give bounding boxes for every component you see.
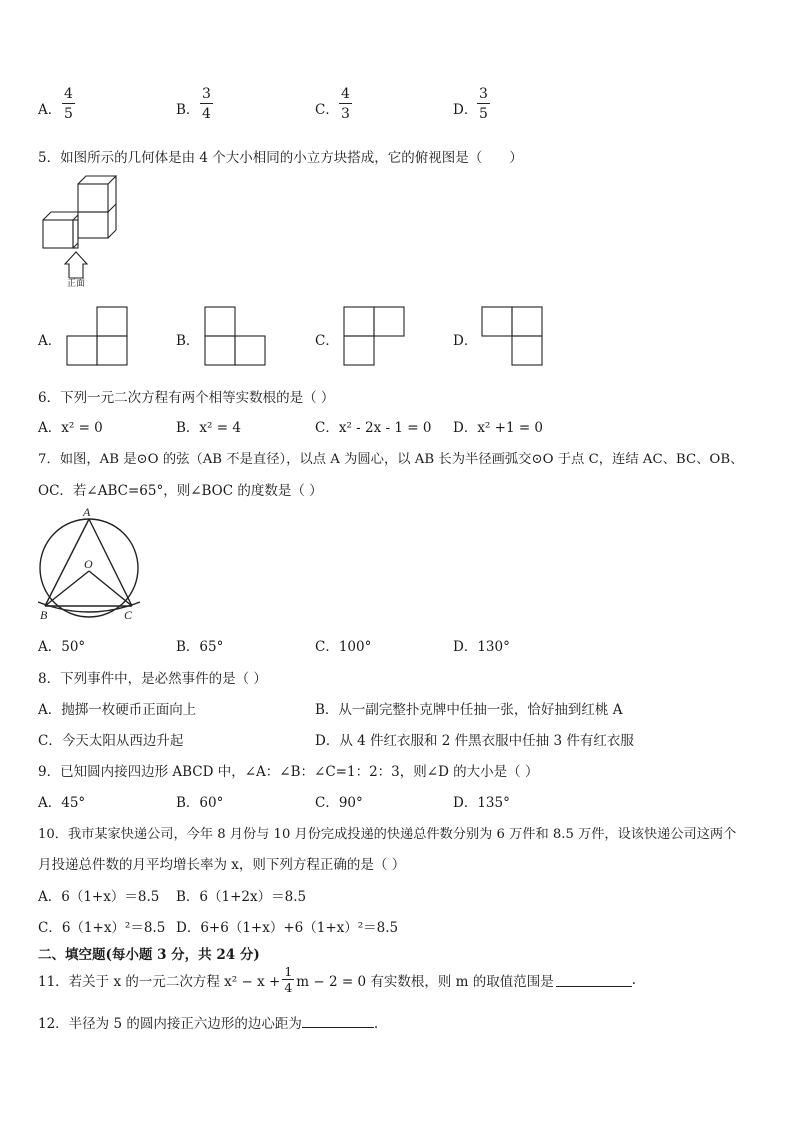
q4-option-c-label: C． [315, 102, 339, 118]
q5-option-b-label: B． [176, 333, 200, 349]
q10-option-b: B．6（1+2x）＝8.5 [176, 889, 307, 905]
q9-option-d: D．135° [453, 795, 510, 811]
section-title: 二、填空题(每小题 3 分，共 24 分) [38, 947, 260, 963]
q6-option-c: C．x² - 2x - 1 = 0 [315, 420, 432, 436]
q4-option-b-label: B． [176, 102, 200, 118]
q7-option-b: B．65° [176, 639, 224, 655]
q12-answer-blank[interactable] [302, 1015, 374, 1028]
q11-post: m − 2 = 0 有实数根，则 m 的取值范围是 [296, 974, 554, 990]
q5-front-label: 正面 [67, 279, 86, 289]
q4-option-d-num: 3 [479, 86, 488, 102]
q7-option-c: C．100° [315, 639, 372, 655]
q5-cube-figure [38, 172, 118, 292]
q11-line [38, 960, 636, 1000]
q7-option-a: A．50° [38, 639, 86, 655]
q11-fraction [282, 963, 294, 995]
q4-option-c-den: 3 [341, 106, 350, 122]
q4-option-a-label: A． [38, 102, 62, 118]
q7-label-b: B [40, 608, 48, 622]
q5-option-a-figure [66, 306, 128, 366]
q8-option-c: C．今天太阳从西边升起 [38, 733, 184, 749]
q4-option-b-fraction [200, 87, 213, 121]
q4-option-d-label: D． [453, 102, 478, 118]
q10-option-d: D．6+6（1+x）+6（1+x）²＝8.5 [176, 920, 399, 936]
q11-pre: 11．若关于 x 的一元二次方程 x² − x + [38, 974, 281, 990]
q12-pre: 12．半径为 5 的圆内接正六边形的边心距为 [38, 1016, 302, 1032]
q9-option-c: C．90° [315, 795, 363, 811]
q10-option-a: A．6（1+x）＝8.5 [38, 889, 160, 905]
q4-option-a-num: 4 [64, 86, 73, 102]
q5-option-c-label: C． [315, 333, 339, 349]
q5-option-b-figure [204, 306, 266, 366]
q7-stem-line2: OC．若∠ABC=65°，则∠BOC 的度数是（ ） [38, 483, 323, 499]
q5-option-c-figure [343, 306, 405, 366]
q4-option-c-num: 4 [341, 86, 350, 102]
q10-option-c: C．6（1+x）²＝8.5 [38, 920, 166, 936]
q11-frac-num: 1 [284, 963, 293, 979]
q5-option-d-figure [481, 306, 543, 366]
q6-stem: 6．下列一元二次方程有两个相等实数根的是（ ） [38, 390, 335, 406]
q10-stem-line2: 月投递总件数的月平均增长率为 x，则下列方程正确的是（ ） [38, 857, 406, 873]
q4-option-d-fraction [477, 87, 490, 121]
q11-answer-blank[interactable] [556, 974, 632, 987]
q8-option-d: D．从 4 件红衣服和 2 件黑衣服中任抽 3 件有红衣服 [315, 733, 634, 749]
q6-option-a: A．x² = 0 [38, 420, 103, 436]
q11-frac-den: 4 [284, 980, 293, 995]
q4-option-a-den: 5 [64, 106, 73, 122]
q7-label-o: O [84, 557, 93, 571]
q9-option-a: A．45° [38, 795, 86, 811]
q5-option-d-label: D． [453, 333, 478, 349]
q8-stem: 8．下列事件中，是必然事件的是（ ） [38, 671, 267, 687]
q6-option-b: B．x² = 4 [176, 420, 241, 436]
q7-label-c: C [124, 608, 133, 622]
q8-option-b: B．从一副完整扑克牌中任抽一张，恰好抽到红桃 A [315, 702, 623, 718]
q4-option-b-num: 3 [202, 86, 211, 102]
q11-end: . [631, 972, 637, 988]
q4-option-c-fraction [339, 87, 352, 121]
q12-end: . [373, 1016, 379, 1032]
q4-option-d-den: 5 [479, 106, 488, 122]
q4-option-b-den: 4 [202, 106, 211, 122]
q6-option-d: D．x² +1 = 0 [453, 420, 544, 436]
q4-option-a-fraction [62, 87, 75, 121]
q5-option-a-label: A． [38, 333, 62, 349]
q7-label-a: A [83, 505, 91, 519]
q10-stem-line1: 10．我市某家快递公司，今年 8 月份与 10 月份完成投递的快递总件数分别为 6 万件和 8.5 万件，设该快递公司这两个 [38, 827, 737, 842]
q7-circle-figure [36, 506, 148, 624]
q5-stem: 5．如图所示的几何体是由 4 个大小相同的小立方块搭成，它的俯视图是（ ） [38, 150, 523, 166]
q8-option-a: A．抛掷一枚硬币正面向上 [38, 702, 197, 718]
q7-stem-line1: 7．如图，AB 是⊙O 的弦（AB 不是直径），以点 A 为圆心，以 AB 长为半径画弧交⊙O 于点 C，连结 AC、BC、OB、 [38, 452, 744, 467]
q9-stem: 9．已知圆内接四边形 ABCD 中，∠A：∠B：∠C=1：2：3，则∠D 的大小是（ ） [38, 764, 539, 780]
q9-option-b: B．60° [176, 795, 224, 811]
q7-option-d: D．130° [453, 639, 510, 655]
q12-line [38, 1012, 378, 1032]
